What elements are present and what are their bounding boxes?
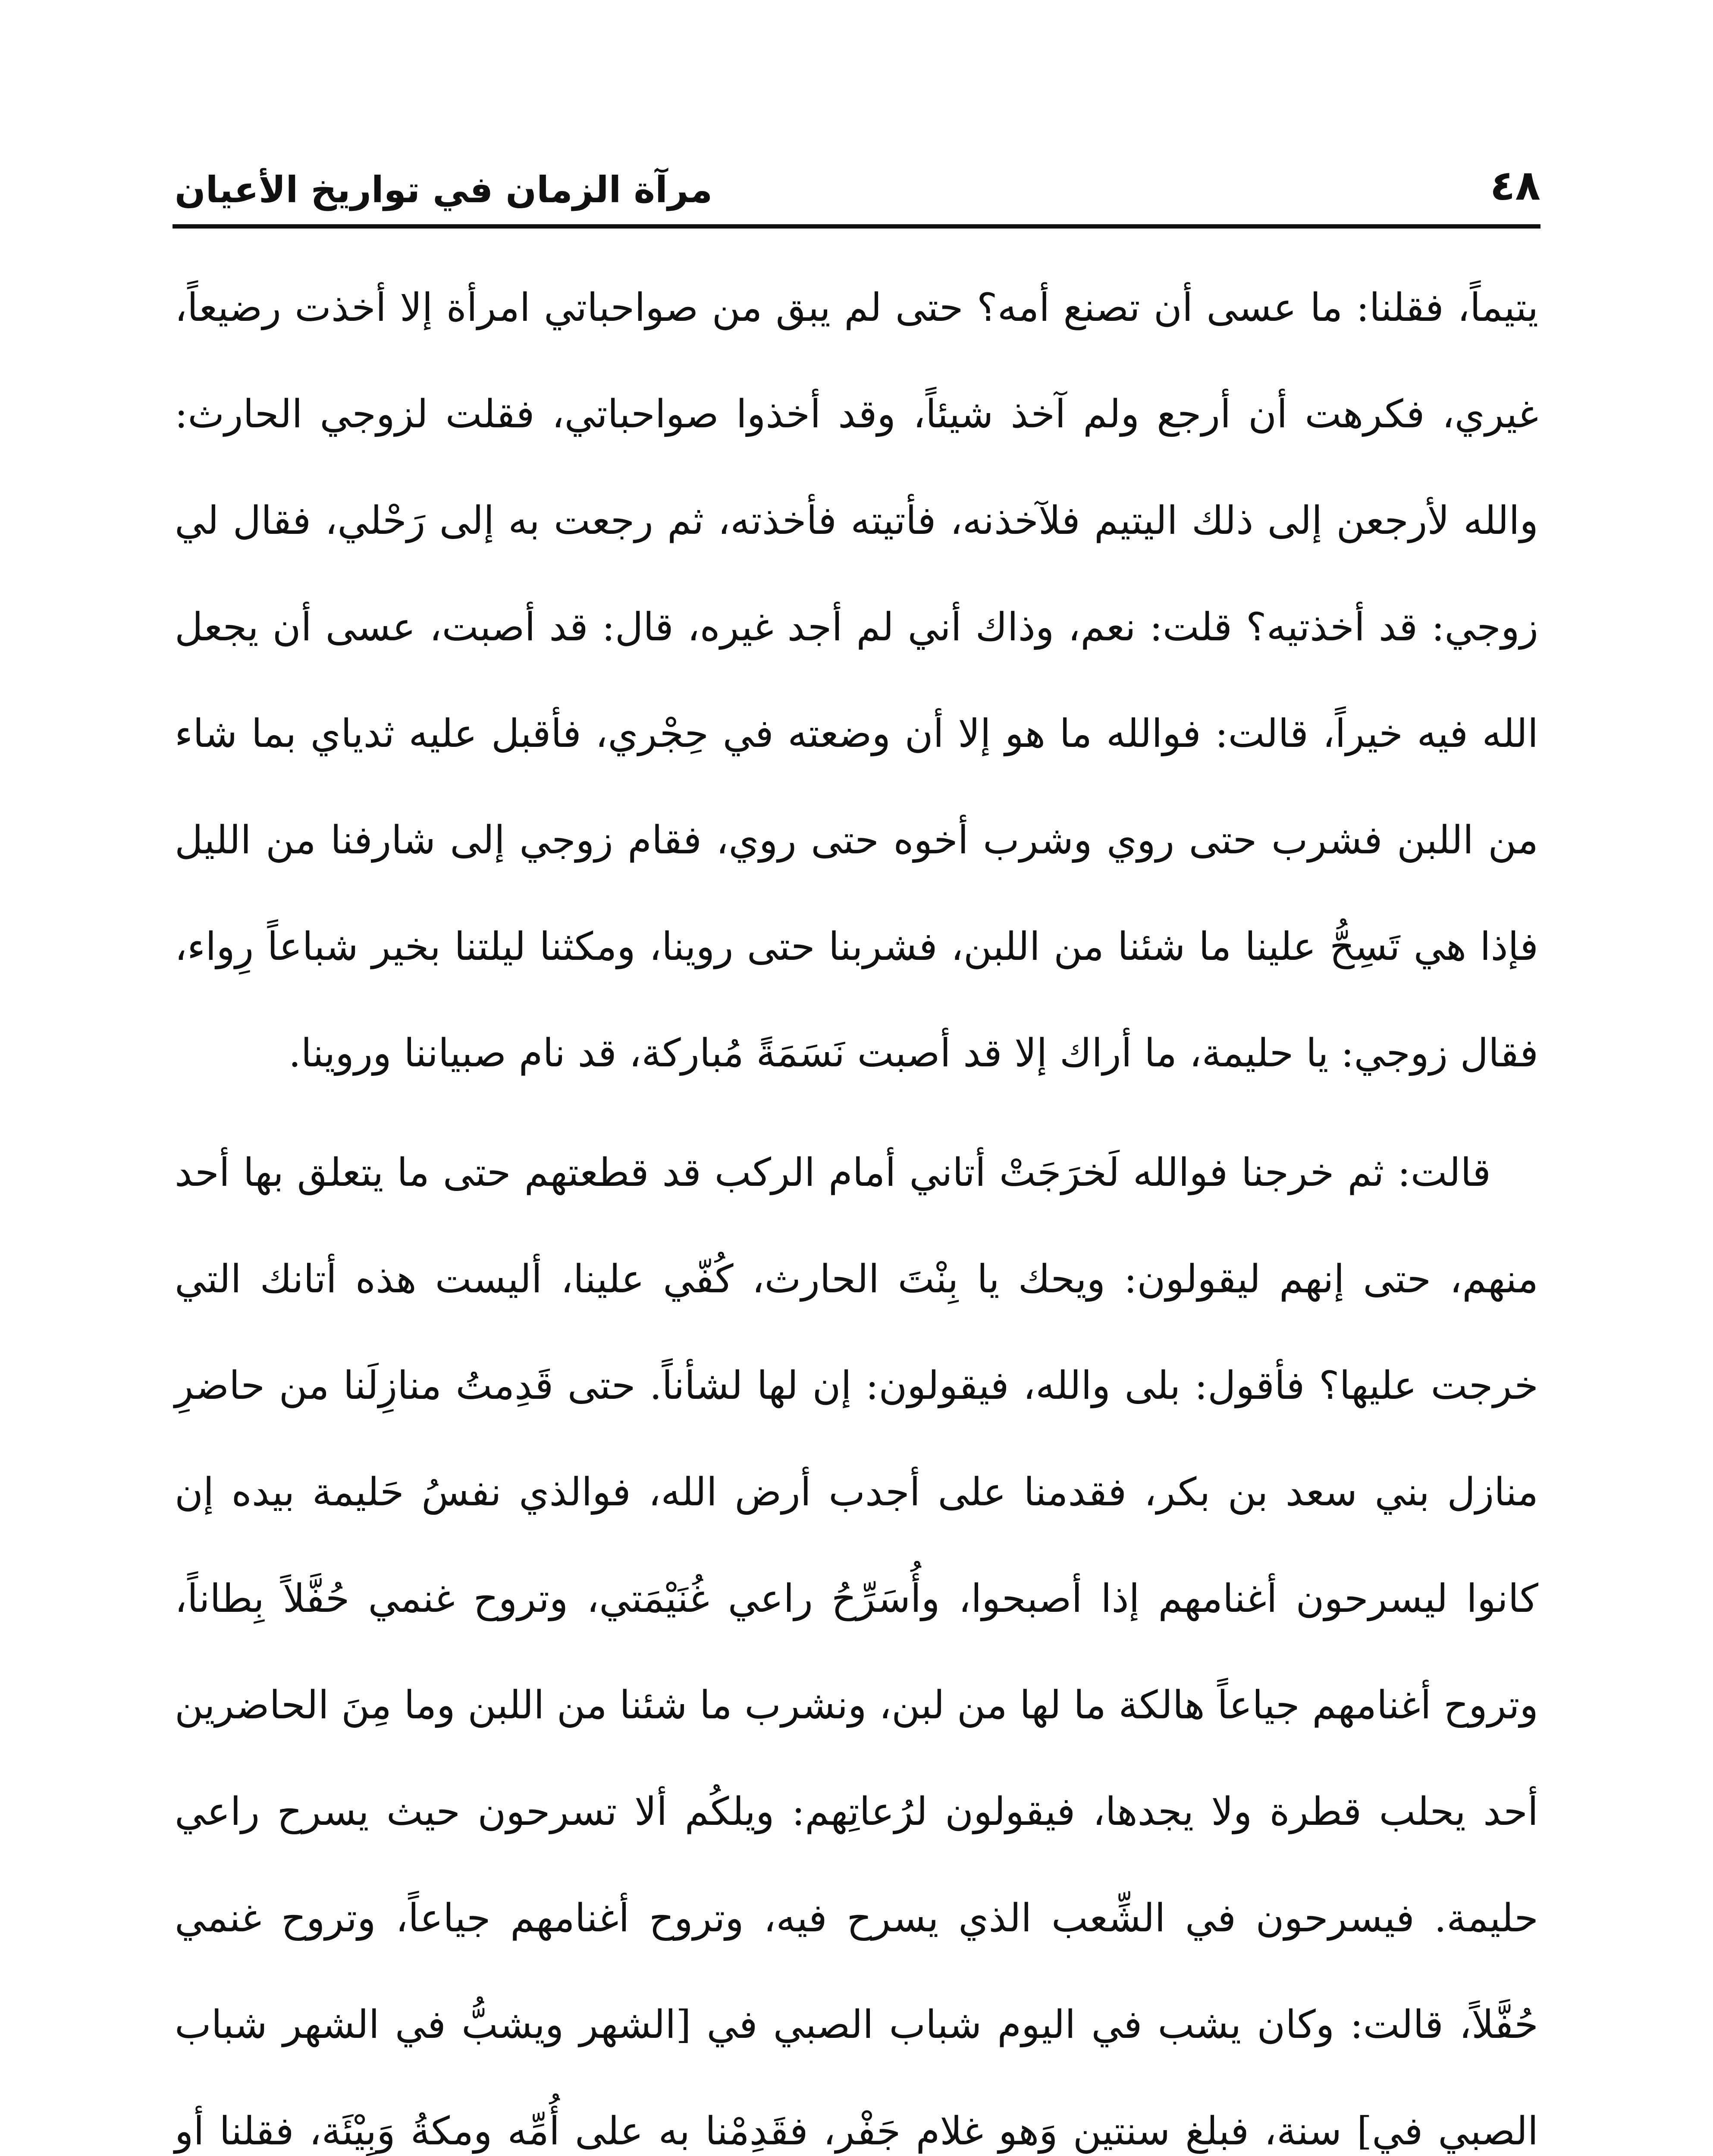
page-number: ٤٨ bbox=[1490, 161, 1540, 210]
paragraph-2: قالت: ثم خرجنا فوالله لَخرَجَتْ أتاني أمام الركب قد قطعتهم حتى ما يتعلق بها أحد منهم، حتى إنهم ليقولون: ويحك يا بِنْتَ الحارث، كُفّي علينا، أليست هذه أتانك التي خرجت عليها؟ فأقول: بلى والله، فيقولون: إن لها لشأناً. حتى قَدِمتُ منازِلَنا من حاضرِ منازل بني سعد بن بكر، فقدمنا على أجدب أرض الله، فوالذي نفسُ حَليمة بيده إن كانوا ليسرحون أغنامهم إذا أصبحوا، وأُسَرِّحُ راعي غُنَيْمَتي، وتروح غنمي حُفَّلاً بِطاناً، وتروح أغنامهم جياعاً هالكة ما لها من لبن، ونشرب ما شئنا من اللبن وما مِنَ الحاضرين أحد يحلب قطرة ولا يجدها، فيقولون لرُعاتِهم: ويلكُم ألا تسرحون حيث يسرح راعي حليمة. فيسرحون في الشِّعب الذي يسرح فيه، وتروح أغنامهم جياعاً، وتروح غنمي حُفَّلاً، قالت: وكان يشب في اليوم شباب الصبي في [الشهر ويشبُّ في الشهر شباب الصبي في] سنة، فبلغ سنتين وَهو غلام جَفْر، فقَدِمْنا به على أُمِّه ومكةُ وَبِيْئَة، فقلنا أو bbox=[175, 1150, 1538, 2154]
body-text bbox=[175, 254, 1538, 2156]
header-rule bbox=[173, 224, 1540, 229]
running-header bbox=[175, 153, 1540, 218]
book-title: مرآة الزمان في تواريخ الأعيان bbox=[175, 169, 713, 211]
paragraph-1: يتيماً، فقلنا: ما عسى أن تصنع أمه؟ حتى لم يبق من صواحباتي امرأة إلا أخذت رضيعاً، غيري، فكرهت أن أرجع ولم آخذ شيئاً، وقد أخذوا صواحباتي، فقلت لزوجي الحارث: والله لأرجعن إلى ذلك اليتيم فلآخذنه، فأتيته فأخذته، ثم رجعت به إلى رَحْلي، فقال لي زوجي: قد أخذتيه؟ قلت: نعم، وذاك أني لم أجد غيره، قال: قد أصبت، عسى أن يجعل الله فيه خيراً، قالت: فوالله ما هو إلا أن وضعته في حِجْري، فأقبل عليه ثدياي بما شاء من اللبن فشرب حتى روي وشرب أخوه حتى روي، فقام زوجي إلى شارفنا من الليل فإذا هي تَسِحُّ علينا ما شئنا من اللبن، فشربنا حتى روينا، ومكثنا ليلتنا بخير شباعاً رِواء، فقال زوجي: يا حليمة، ما أراك إلا قد أصبت نَسَمَةً مُباركة، قد نام صبياننا وروينا. bbox=[175, 285, 1538, 1076]
